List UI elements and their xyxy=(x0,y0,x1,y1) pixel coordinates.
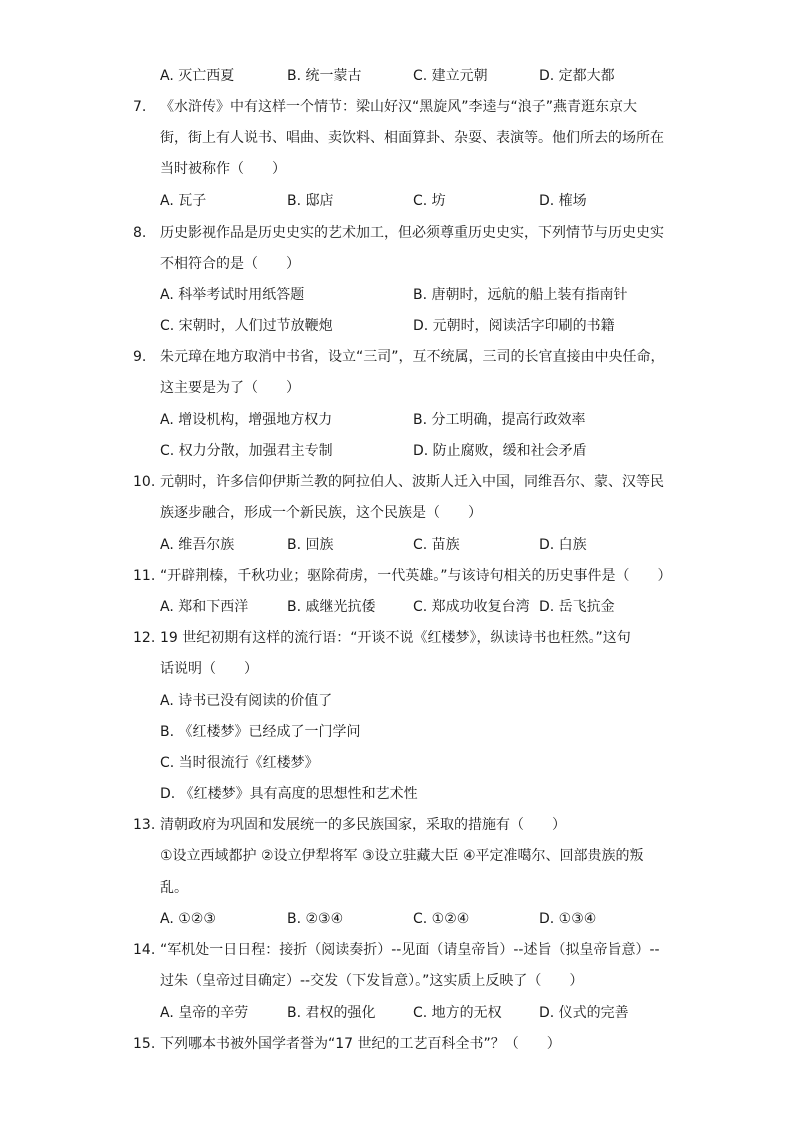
question-text: 乱。 xyxy=(160,880,188,896)
question-number: 10. xyxy=(133,474,156,490)
q13-option-c: C. ①②④ xyxy=(413,911,470,927)
q7-option-a: A. 瓦子 xyxy=(160,193,207,209)
q13-option-b: B. ②③④ xyxy=(287,911,344,927)
question-text: 《水浒传》中有这样一个情节：梁山好汉“黑旋风”李逵与“浪子”燕青逛东京大 xyxy=(160,99,638,115)
q11-option-b: B. 戚继光抗倭 xyxy=(287,599,376,615)
question-text: 下列哪本书被外国学者誉为“17 世纪的工艺百科全书”？（ ） xyxy=(160,1036,561,1052)
q12-option-a: A. 诗书已没有阅读的价值了 xyxy=(160,693,333,709)
q8-option-a: A. 科举考试时用纸答题 xyxy=(160,287,305,303)
q11-option-c: C. 郑成功收复台湾 xyxy=(413,599,530,615)
q8-option-b: B. 唐朝时，远航的船上装有指南针 xyxy=(413,287,628,303)
q12-option-d: D. 《红楼梦》具有高度的思想性和艺术性 xyxy=(160,786,418,802)
question-number: 7. xyxy=(133,99,147,115)
q6-option-b: B. 统一蒙古 xyxy=(287,68,362,84)
q14-option-d: D. 仪式的完善 xyxy=(539,1005,629,1021)
question-text: 19 世纪初期有这样的流行语：“开谈不说《红楼梦》，纵读诗书也枉然。”这句 xyxy=(160,630,631,646)
q8-option-c: C. 宋朝时，人们过节放鞭炮 xyxy=(160,318,333,334)
question-text: “开辟荆榛，千秋功业；驱除荷虏，一代英雄。”与该诗句相关的历史事件是（ ） xyxy=(160,568,672,584)
q12-option-c: C. 当时很流行《红楼梦》 xyxy=(160,755,319,771)
question-number: 14. xyxy=(133,942,156,958)
question-text: 话说明（ ） xyxy=(160,661,258,677)
question-number: 12. xyxy=(133,630,156,646)
q6-option-d: D. 定都大都 xyxy=(539,68,615,84)
q8-option-d: D. 元朝时，阅读活字印刷的书籍 xyxy=(413,318,615,334)
question-text: 元朝时，许多信仰伊斯兰教的阿拉伯人、波斯人迁入中国，同维吾尔、蒙、汉等民 xyxy=(160,474,664,490)
question-number: 15. xyxy=(133,1036,156,1052)
question-text: ①设立西域都护 ②设立伊犁将军 ③设立驻藏大臣 ④平定准噶尔、回部贵族的叛 xyxy=(160,848,644,864)
q9-option-a: A. 增设机构，增强地方权力 xyxy=(160,412,333,428)
question-text: 清朝政府为巩固和发展统一的多民族国家，采取的措施有（ ） xyxy=(160,817,566,833)
question-number: 13. xyxy=(133,817,156,833)
q14-option-b: B. 君权的强化 xyxy=(287,1005,376,1021)
q11-option-d: D. 岳飞抗金 xyxy=(539,599,615,615)
q12-option-b: B. 《红楼梦》已经成了一门学问 xyxy=(160,724,361,740)
question-text: 街，街上有人说书、唱曲、卖饮料、相面算卦、杂耍、表演等。他们所去的场所在 xyxy=(160,130,664,146)
q7-option-d: D. 榷场 xyxy=(539,193,587,209)
question-number: 9. xyxy=(133,349,147,365)
q14-option-c: C. 地方的无权 xyxy=(413,1005,502,1021)
question-text: 当时被称作（ ） xyxy=(160,161,286,177)
q10-option-d: D. 白族 xyxy=(539,537,587,553)
q10-option-c: C. 苗族 xyxy=(413,537,460,553)
question-number: 11. xyxy=(133,568,156,584)
question-text: 过朱（皇帝过目确定）--交发（下发旨意）。”这实质上反映了（ ） xyxy=(160,973,584,989)
q9-option-c: C. 权力分散，加强君主专制 xyxy=(160,443,333,459)
q10-option-a: A. 维吾尔族 xyxy=(160,537,235,553)
q7-option-c: C. 坊 xyxy=(413,193,446,209)
q6-option-c: C. 建立元朝 xyxy=(413,68,488,84)
question-text: “军机处一日日程：接折（阅读奏折）--见面（请皇帝旨）--述旨（拟皇帝旨意）-- xyxy=(160,942,660,958)
question-text: 不相符合的是（ ） xyxy=(160,256,300,272)
q13-option-a: A. ①②③ xyxy=(160,911,216,927)
question-text: 朱元璋在地方取消中书省，设立“三司”，互不统属，三司的长官直接由中央任命， xyxy=(160,349,665,365)
q10-option-b: B. 回族 xyxy=(287,537,334,553)
q6-option-a: A. 灭亡西夏 xyxy=(160,68,235,84)
q7-option-b: B. 邸店 xyxy=(287,193,334,209)
q14-option-a: A. 皇帝的辛劳 xyxy=(160,1005,249,1021)
question-text: 族逐步融合，形成一个新民族，这个民族是（ ） xyxy=(160,505,482,521)
q13-option-d: D. ①③④ xyxy=(539,911,597,927)
q9-option-d: D. 防止腐败，缓和社会矛盾 xyxy=(413,443,587,459)
question-text: 这主要是为了（ ） xyxy=(160,380,300,396)
q11-option-a: A. 郑和下西洋 xyxy=(160,599,249,615)
question-text: 历史影视作品是历史史实的艺术加工，但必须尊重历史史实，下列情节与历史史实 xyxy=(160,225,664,241)
q9-option-b: B. 分工明确，提高行政效率 xyxy=(413,412,586,428)
question-number: 8. xyxy=(133,225,147,241)
